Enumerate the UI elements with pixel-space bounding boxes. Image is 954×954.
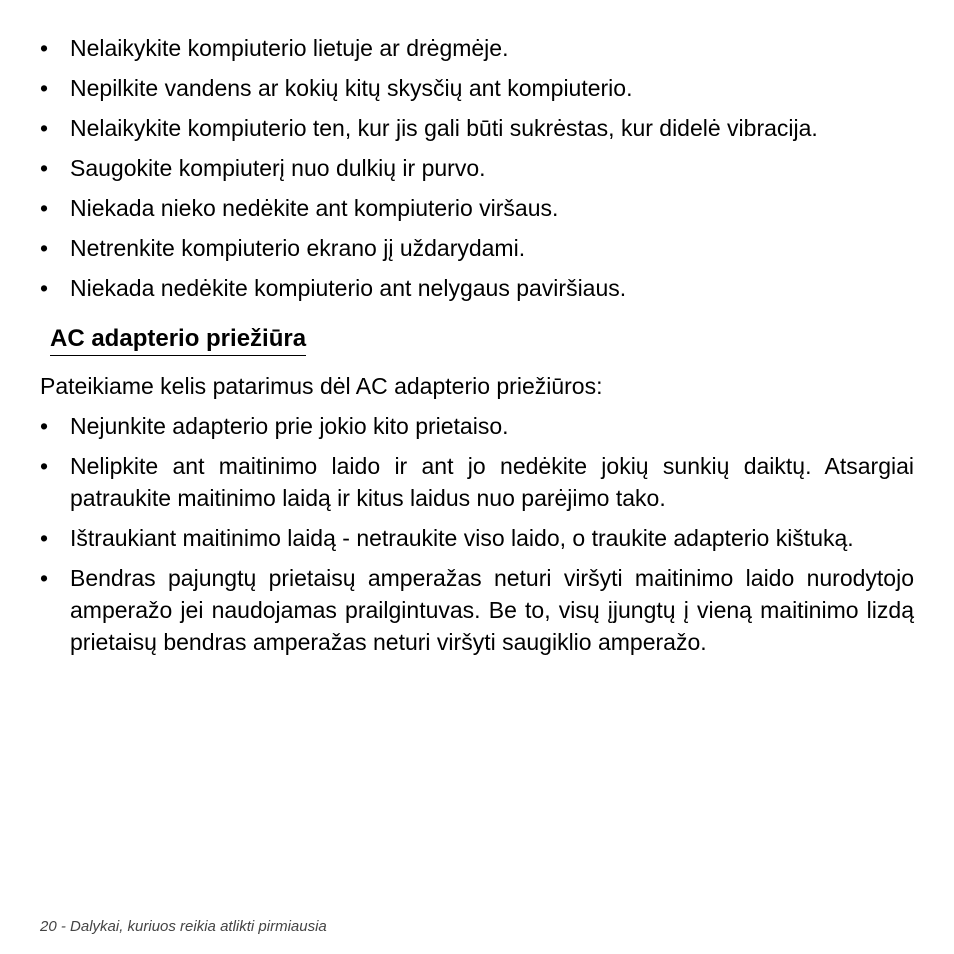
- list-item-text: Niekada nedėkite kompiuterio ant nelygaus paviršiaus.: [70, 275, 627, 301]
- list-item-text: Nelaikykite kompiuterio lietuje ar drėgmėje.: [70, 35, 509, 61]
- list-item: [40, 522, 914, 554]
- list-item-text: Nepilkite vandens ar kokių kitų skysčių ant kompiuterio.: [70, 75, 633, 101]
- list-item: [40, 32, 914, 64]
- list-item-text: Nelaikykite kompiuterio ten, kur jis gali būti sukrėstas, kur didelė vibracija.: [70, 115, 818, 141]
- list-item: [40, 272, 914, 304]
- adapter-tips-list: [40, 410, 914, 658]
- list-item-text: Saugokite kompiuterį nuo dulkių ir purvo.: [70, 155, 486, 181]
- list-item: [40, 192, 914, 224]
- bullet-icon: •: [40, 155, 49, 181]
- bullet-icon: •: [40, 453, 49, 479]
- bullet-icon: •: [40, 565, 49, 591]
- list-item-text: Nelipkite ant maitinimo laido ir ant jo nedėkite jokių sunkių daiktų. Atsargiai patraukite maitinimo laidą ir kitus laidus nuo parėjimo tako.: [70, 453, 914, 511]
- intro-paragraph: Pateikiame kelis patarimus dėl AC adapterio priežiūros:: [40, 373, 603, 399]
- bullet-icon: •: [40, 525, 49, 551]
- list-item-text: Niekada nieko nedėkite ant kompiuterio viršaus.: [70, 195, 559, 221]
- bullet-icon: •: [40, 35, 49, 61]
- list-item: [40, 112, 914, 144]
- bullet-icon: •: [40, 235, 49, 261]
- bullet-icon: •: [40, 195, 49, 221]
- bullet-icon: •: [40, 413, 49, 439]
- page-footer: 20 - Dalykai, kuriuos reikia atlikti pirmiausia: [40, 918, 327, 935]
- list-item: [40, 152, 914, 184]
- bullet-icon: •: [40, 75, 49, 101]
- list-item: [40, 450, 914, 514]
- section-heading: AC adapterio priežiūra: [50, 323, 306, 356]
- document-page: [40, 32, 914, 666]
- list-item-text: Netrenkite kompiuterio ekrano jį uždarydami.: [70, 235, 526, 261]
- list-item: [40, 232, 914, 264]
- list-item: [40, 410, 914, 442]
- list-item-text: Ištraukiant maitinimo laidą - netraukite viso laido, o traukite adapterio kištuką.: [70, 525, 854, 551]
- list-item: [40, 72, 914, 104]
- list-item-text: Bendras pajungtų prietaisų amperažas neturi viršyti maitinimo laido nurodytojo amperažo jei naudojamas prailgintuvas. Be to, visų įjungtų į vieną maitinimo lizdą prietaisų bendras amperažas neturi viršyti saugiklio amperažo.: [70, 565, 914, 655]
- bullet-icon: •: [40, 275, 49, 301]
- list-item-text: Nejunkite adapterio prie jokio kito prietaiso.: [70, 413, 509, 439]
- care-tips-list: [40, 32, 914, 304]
- list-item: [40, 562, 914, 658]
- bullet-icon: •: [40, 115, 49, 141]
